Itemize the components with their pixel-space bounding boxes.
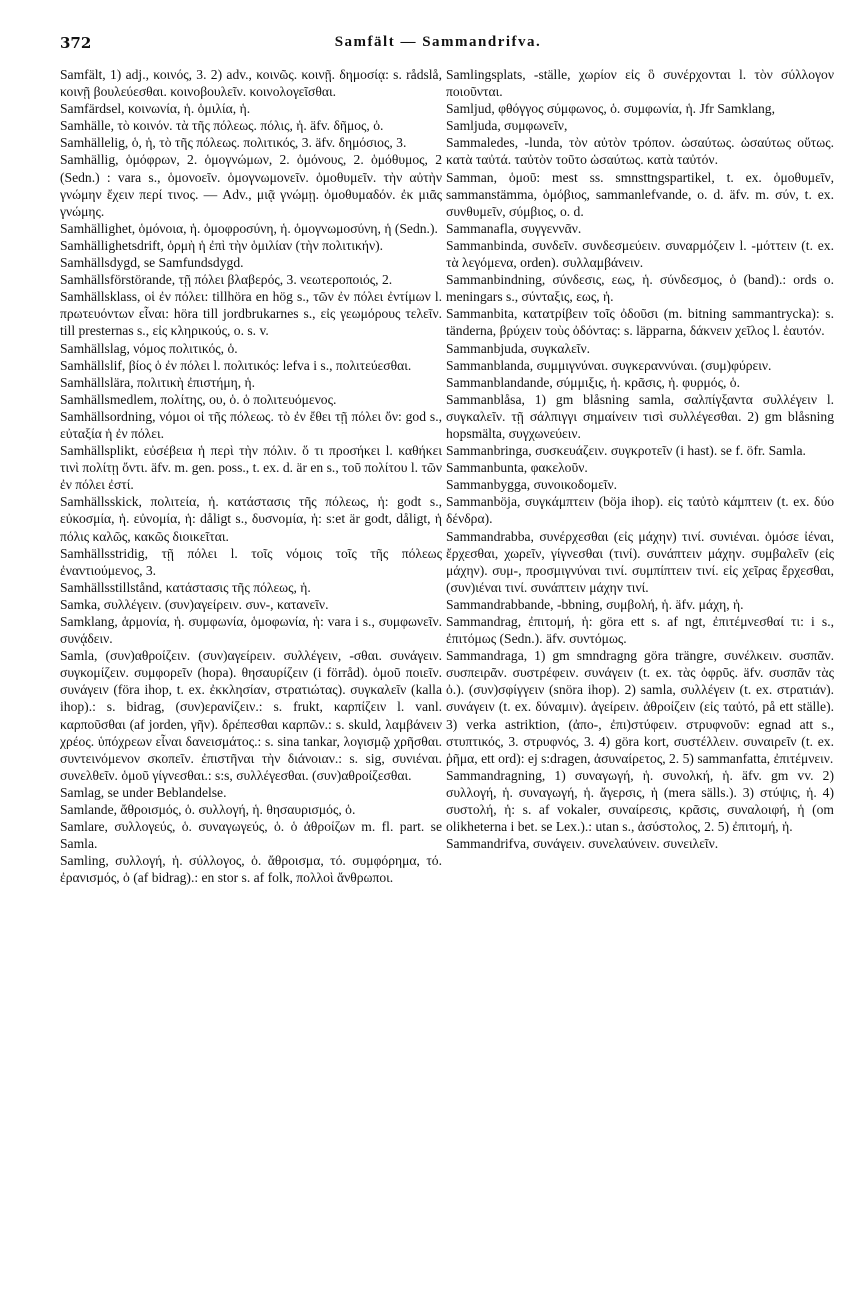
dictionary-entry: Samhällsförstörande, τῇ πόλει βλαβερός, 3. νεωτεροποιός, 2. — [60, 272, 393, 288]
dictionary-entry: Samhällsdygd, se Samfundsdygd. — [60, 255, 244, 271]
dictionary-entry: Samklang, ἁρμονία, ἡ. συμφωνία, ὁμοφωνία, ἡ: vara i s., συμφωνεῖν. συνᾴδειν. — [60, 614, 442, 647]
dictionary-entry: Samlingsplats, -ställe, χωρίον εἰς ὃ συνέρχονται l. τὸν σύλλογον ποιοῦνται. — [446, 67, 834, 100]
dictionary-entry: Sammanafla, συγγεννᾶν. — [446, 220, 582, 236]
dictionary-entry: Samla, (συν)αθροίζειν. (συν)αγείρειν. συλλέγειν, -σθαι. συνάγειν. συγκομίζειν. συμφορεῖν (hopa). θησαυρίζειν (i förråd). ὁμοῦ ποιεῖν. συνάγειν (föra ihop, t. ex. ἐκκλησίαν, στρατιώτας). συγκαλεῖν (kalla ihop).: s. bidrag, (συν)ερανίζειν.: s. frukt, καρπίζειν l. vanl. καρποῦσθαι (af jorden, γῆν). δρέπεσθαι καρπῶν.: s. skuld, λαμβάνειν χρέος. ὑπόχρεων εἶναι δανεισμάτος.: s. sina tankar, λογισμῷ χρῆσθαι. συντεινόμενον σκοπεῖν. ἐπιστῆναι τὴν διάνοιαν.: s. sig, συνιέναι. συνελθεῖν. ὁμοῦ γίγνεσθαι.: s:s, συλλέγεσθαι. (συν)αθροίζεσθαι. — [60, 648, 442, 783]
dictionary-entry: Samhällsstillstånd, κατάστασις τῆς πόλεως, ἡ. — [60, 579, 311, 595]
right-column — [446, 66, 834, 852]
dictionary-entry: Samlande, ἄθροισμός, ὁ. συλλογή, ἡ. θησαυρισμός, ὁ. — [60, 802, 356, 818]
dictionary-entry: Samhällsordning, νόμοι οἱ τῆς πόλεως. τὸ ἐν ἔθει τῇ πόλει ὄν: god s., εὐταξία ἡ ἐν πόλει. — [60, 408, 442, 441]
dictionary-entry: Samlag, se under Beblandelse. — [60, 784, 227, 800]
dictionary-entry: Sammandragning, 1) συναγωγή, ἡ. συνολκή, ἡ. äfv. gm vv. 2) συλλογή, ἡ. συναγωγή, ἡ. ἄγερσις, ἡ (mera sälls.). 3) στύψις, ἡ. 4) συστολή, ἡ: s. af vokaler, συναίρεσις, κρᾶσις, συναλοιφή, ἡ (om olikheterna i bet. se Lex.).: utan s., ἀσύστολος, 2. 5) ἐπιτομή, ἡ. — [446, 767, 834, 835]
dictionary-entry: Samhällsstridig, τῇ πόλει l. τοῖς νόμοις τοῖς τῆς πόλεως ἐναντιούμενος, 3. — [60, 545, 442, 578]
dictionary-entry: Sammanbita, κατατρίβειν τοῖς ὀδοῦσι (m. bitning sammantrycka): s. tänderna, βρύχειν τοὺς ὀδόντας: s. läpparna, δάκνειν χεῖλος l. ἑαυτόν. — [446, 306, 834, 339]
dictionary-entry: Sammanbjuda, συγκαλεῖν. — [446, 340, 590, 356]
dictionary-entry: Sammandrabba, συνέρχεσθαι (εἰς μάχην) τινί. συνιέναι. ὁμόσε ἰέναι, ἔρχεσθαι, χωρεῖν, γίγνεσθαι (τινί). συνάπτειν μάχην. συμβαλεῖν (εἰς μάχην). συμ-, προσμιγνύναι τινί. συμπίπτειν τινί. εἰς χεῖρας ἔρχεσθαι, (συν)ιέναι τινί. συνάπτειν μάχην τινί. — [446, 528, 834, 595]
dictionary-entry: Sammanbringa, συσκευάζειν. συγκροτεῖν (i hast). se f. öfr. Samla. — [446, 443, 806, 459]
dictionary-entry: Sammandrifva, συνάγειν. συνελαύνειν. συνειλεῖν. — [446, 836, 719, 852]
dictionary-entry: Sammanblåsa, 1) gm blåsning samla, σαλπίγξαντα συλλέγειν l. συγκαλεῖν. τῇ σάλπιγγι σημαίνειν τισὶ συλλέγεσθαι. 2) gm blåsning hopsmälta, συγχωνεύειν. — [446, 391, 834, 441]
dictionary-entry: Sammanblandande, σύμμιξις, ἡ. κρᾶσις, ἡ. φυρμός, ὁ. — [446, 374, 740, 390]
dictionary-entry: Sammanböja, συγκάμπτειν (böja ihop). εἰς ταὐτὸ κάμπτειν (t. ex. δύο δένδρα). — [446, 494, 834, 527]
page-header — [60, 34, 816, 56]
dictionary-entry: Samhällig, ὁμόφρων, 2. ὁμογνώμων, 2. ὁμόνους, 2. ὁμόθυμος, 2 (Sedn.) : vara s., ὁμονοεῖν. ὁμογνωμονεῖν. ὁμοθυμεῖν. τὴν αὐτὴν γνώμην ἔχειν περί τινος. — Adv., μιᾷ γνώμῃ. ὁμοθυμαδόν. ἐκ μιᾶς γνώμης. — [60, 152, 442, 219]
dictionary-entry: Sammandraga, 1) gm smndragng göra trängre, συνέλκειν. συσπᾶν. συσπειρᾶν. συστρέφειν. συνάγειν (t. ex. τὰς ὀφρῦς. äfv. συσπᾶν τὰς ὀ.). (συν)σφίγγειν (snöra ihop). 2) samla, συλλέγειν (t. ex. στρατιάν). συνάγειν (t. ex. δύναμιν). ἀγείρειν. ἀθροίζειν (εἰς ταὐτό, på ett ställe). 3) verka astriktion, (ἀπο-, ἐπι)στύφειν. στρυφνοῦν: egnad att s., στυπτικός, 3. στρυφνός, 3. 4) göra kort, συστέλλειν. συναιρεῖν (t. ex. ῥῆμα, ett ord): ej s:dragen, ἀσυναίρετος, 2. 5) sammanfatta, ἐπιτέμνειν. — [446, 648, 834, 766]
dictionary-entry: Samhällslära, πολιτικὴ ἐπιστήμη, ἡ. — [60, 374, 256, 390]
dictionary-entry: Samhällslag, νόμος πολιτικός, ὁ. — [60, 340, 238, 356]
dictionary-entry: Sammaledes, -lunda, τὸν αὐτὸν τρόπον. ὡσαύτως. ὡσαύτως οὕτως. κατὰ ταὐτά. ταὐτὸν τοῦτο ὡσαύτως. κατὰ ταὐτόν. — [446, 135, 834, 168]
dictionary-entry: Samhällsmedlem, πολίτης, ου, ὁ. ὁ πολιτευόμενος. — [60, 391, 337, 407]
dictionary-entry: Sammanblanda, συμμιγνύναι. συγκεραννύναι. (συμ)φύρειν. — [446, 357, 772, 373]
dictionary-entry: Samling, συλλογή, ἡ. σύλλογος, ὁ. ἄθροισμα, τό. συμφόρημα, τό. ἐρανισμός, ὁ (af bidrag).: en stor s. af folk, πολλοὶ ἄνθρωποι. — [60, 853, 442, 886]
dictionary-entry: Sammanbygga, συνοικοδομεῖν. — [446, 477, 617, 493]
dictionary-entry: Sammanbinda, συνδεῖν. συνδεσμεύειν. συναρμόζειν l. -μόττειν (t. ex. τὰ λεγόμενα, orden). συλλαμβάνειν. — [446, 237, 834, 271]
left-column — [60, 66, 442, 887]
dictionary-entry: Samhällighetsdrift, ὁρμὴ ἡ ἐπὶ τὴν ὁμιλίαν (τὴν πολιτικήν). — [60, 237, 384, 253]
dictionary-entry: Samfärdsel, κοινωνία, ἡ. ὁμιλία, ἡ. — [60, 101, 251, 117]
dictionary-entry: Samlare, συλλογεύς, ὁ. συναγωγεύς, ὁ. ὁ ἀθροίζων m. fl. part. se Samla. — [60, 819, 442, 852]
dictionary-entry: Sammanbunta, φακελοῦν. — [446, 460, 588, 476]
dictionary-entry: Sammandrag, ἐπιτομή, ἡ: göra ett s. af ngt, ἐπιτέμνεσθαί τι: i s., ἐπιτόμως (Sedn.). äfv. συντόμως. — [446, 614, 834, 647]
dictionary-entry: Samhällsklass, οἱ ἐν πόλει: tillhöra en hög s., τῶν ἐν πόλει ἐντίμων l. πρωτευόντων εἶναι: höra till jordbrukarnes s., εἰς γεωμόρους τελεῖν. till presternas s., εἰς κληρικούς, o. s. v. — [60, 289, 442, 339]
dictionary-entry: Sammandrabbande, -bbning, συμβολή, ἡ. äfv. μάχη, ἡ. — [446, 596, 744, 612]
dictionary-entry: Samhällsplikt, εὐσέβεια ἡ περὶ τὴν πόλιν. ὅ τι προσήκει l. καθήκει τινὶ πολίτῃ ὄντι. äfv. m. gen. poss., t. ex. d. är en s., τοῦ πολίτου l. τῶν ἐν πόλει ἐστί. — [60, 443, 442, 493]
page-number: 372 — [60, 34, 92, 52]
dictionary-entry: Samman, ὁμοῦ: mest ss. smnsttngspartikel, t. ex. ὁμοθυμεῖν, sammanstämma, ὁμόβιος, sammanlefvande, o. d. äfv. m. σύν, t. ex. συνθυμεῖν, σύμβιος, o. d. — [446, 169, 834, 219]
dictionary-entry: Samhällelig, ὁ, ἡ, τὸ τῆς πόλεως. πολιτικός, 3. äfv. δημόσιος, 3. — [60, 135, 407, 151]
dictionary-entry: Sammanbindning, σύνδεσις, εως, ἡ. σύνδεσμος, ὁ (band).: ords o. meningars s., σύνταξις, εως, ἡ. — [446, 272, 834, 305]
dictionary-entry: Samhällighet, ὁμόνοια, ἡ. ὁμοφροσύνη, ἡ. ὁμογνωμοσύνη, ἡ (Sedn.). — [60, 220, 438, 236]
dictionary-entry: Samhälle, τὸ κοινόν. τὰ τῆς πόλεως. πόλις, ἡ. äfv. δῆμος, ὁ. — [60, 118, 384, 134]
dictionary-entry: Samka, συλλέγειν. (συν)αγείρειν. συν-, κατανεῖν. — [60, 596, 329, 612]
dictionary-entry: Samhällslif, βίος ὁ ἐν πόλει l. πολιτικός: lefva i s., πολιτεύεσθαι. — [60, 357, 412, 373]
running-head: Samfält — Sammandrifva. — [334, 34, 542, 50]
dictionary-entry: Samfält, 1) adj., κοινός, 3. 2) adv., κοινῶς. κοινῇ. δημοσίᾳ: s. rådslå, κοινῇ βουλεύεσθαι. κοινοβουλεῖν. κοινολογεῖσθαι. — [60, 67, 442, 100]
dictionary-entry: Samhällsskick, πολιτεία, ἡ. κατάστασις τῆς πόλεως, ἡ: godt s., εὐκοσμία, ἡ. εὐνομία, ἡ: dåligt s., δυσνομία, ἡ: s:et är godt, dåligt, ἡ πόλις καλῶς, κακῶς διοικεῖται. — [60, 494, 442, 544]
dictionary-entry: Samljud, φθόγγος σύμφωνος, ὁ. συμφωνία, ἡ. Jfr Samklang, — [446, 101, 775, 117]
dictionary-entry: Samljuda, συμφωνεῖν, — [446, 118, 568, 134]
